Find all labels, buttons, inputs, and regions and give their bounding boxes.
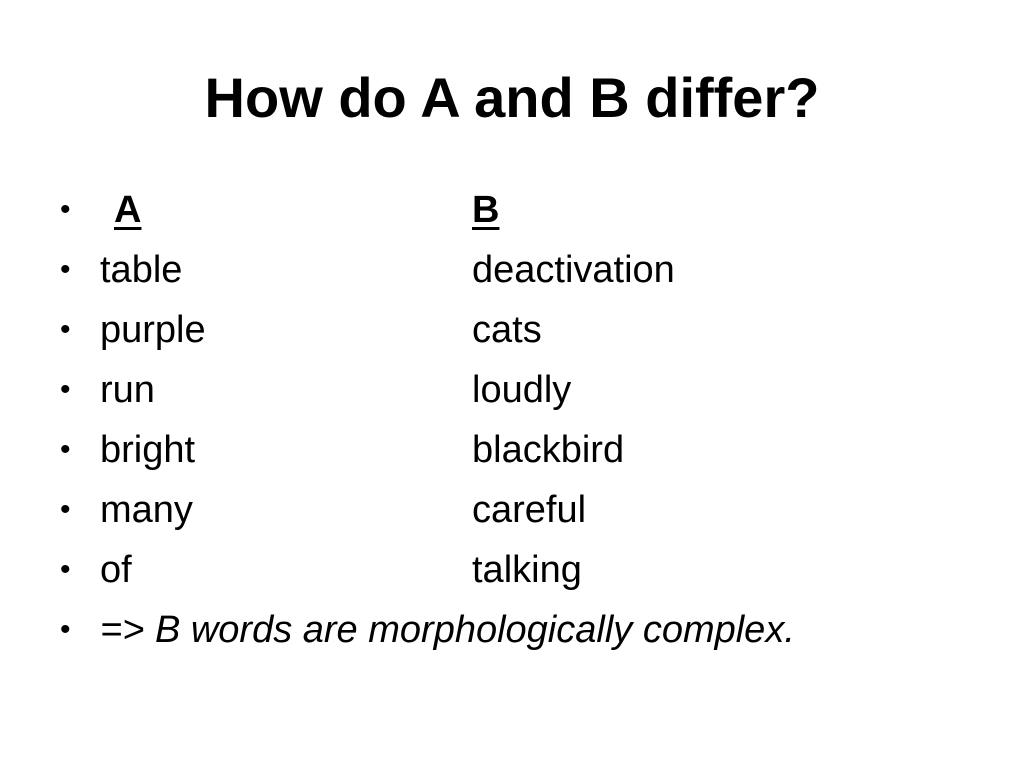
- word-a: many: [100, 489, 193, 531]
- bullet-icon: •: [60, 493, 71, 526]
- word-b: blackbird: [472, 429, 625, 471]
- list-item: [0, 540, 1024, 600]
- bullet-icon: •: [60, 253, 71, 286]
- conclusion-text: => B words are morphologically complex.: [100, 609, 795, 651]
- list-item: [0, 360, 1024, 420]
- word-b: talking: [472, 549, 582, 591]
- bullet-icon: •: [60, 433, 71, 466]
- word-b: careful: [472, 489, 587, 531]
- word-b: loudly: [472, 369, 572, 411]
- bullet-icon: •: [60, 313, 71, 346]
- word-b: deactivation: [472, 249, 675, 291]
- list-item: [0, 480, 1024, 540]
- list-item: [0, 420, 1024, 480]
- list-item-conclusion: [0, 600, 1024, 660]
- list-item: [0, 240, 1024, 300]
- bullet-icon: •: [60, 193, 71, 226]
- slide-title: How do A and B differ?: [204, 66, 820, 129]
- column-b-header: B: [472, 189, 500, 231]
- bullet-icon: •: [60, 613, 71, 646]
- list-item: [0, 300, 1024, 360]
- bullet-icon: •: [60, 553, 71, 586]
- word-a: purple: [100, 309, 206, 351]
- word-a: table: [100, 249, 183, 291]
- word-a: of: [100, 549, 132, 591]
- word-a: bright: [100, 429, 196, 471]
- word-a: run: [100, 369, 155, 411]
- list-item-header: [0, 180, 1024, 240]
- column-a-header: A: [114, 189, 142, 231]
- bullet-icon: •: [60, 373, 71, 406]
- word-b: cats: [472, 309, 542, 351]
